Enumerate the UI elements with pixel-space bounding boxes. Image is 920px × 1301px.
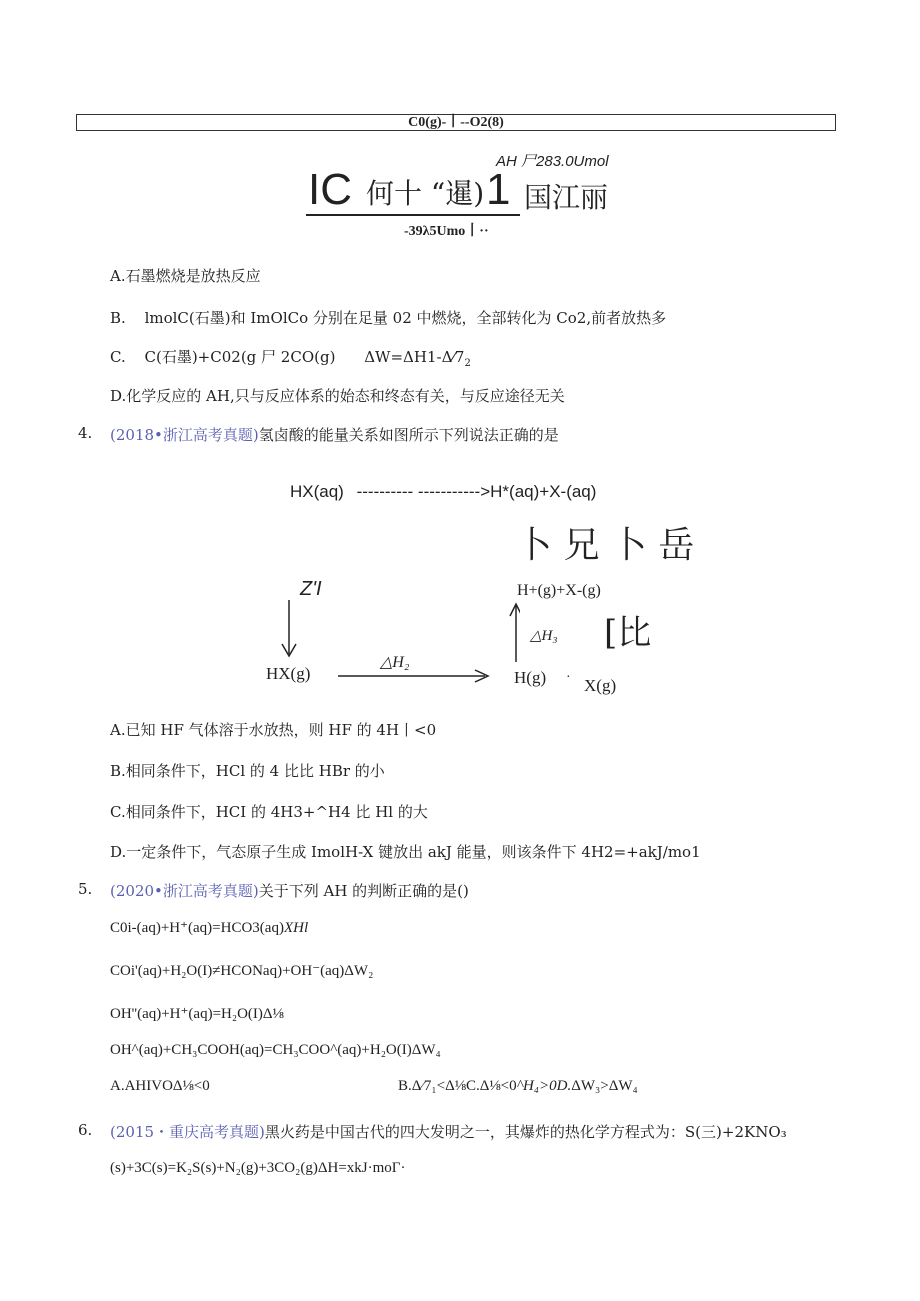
q5-source: (2020•浙江高考真题) — [110, 882, 259, 900]
q5-options-bcd: B.Δ⁄7₁<Δ⅛C.Δ⅛<0^H₄>0D.ΔW₃>ΔW₄ — [398, 1078, 638, 1094]
box-equation-text: C0(g)-丨--O2(8) — [408, 115, 504, 130]
delta-h-label: AH 尸283.0Umol — [496, 153, 609, 170]
q4-option-b: B.相同条件下，HCl 的 4 比比 HBr 的小 — [110, 762, 385, 780]
q3-option-d: D.化学反应的 AH,只与反应体系的始态和终态有关，与反应途径无关 — [110, 387, 565, 405]
q3-option-b: B. lmolC(石墨)和 ImOlCo 分别在足量 02 中燃烧，全部转化为 Co2,前者放热多 — [110, 309, 667, 327]
big-one-text: 1 — [486, 165, 511, 214]
gas-ions-label: H+(g)+X-(g) — [517, 582, 601, 599]
energy-level-line — [306, 165, 520, 216]
q5-eq-4: OH^(aq)+CH₃COOH(aq)=CH₃COO^(aq)+H₂O(I)ΔW₄ — [110, 1042, 441, 1058]
q4-option-c: C.相同条件下，HCI 的 4H3+^H4 比 Hl 的大 — [110, 803, 428, 821]
q4-source: (2018•浙江高考真题) — [110, 426, 259, 444]
big-ic-text: IC — [308, 165, 352, 214]
q5-eq-1: C0i-(aq)+H⁺(aq)=HCO3(aq)XHl — [110, 920, 309, 936]
big-mid-text: 何十 “暹) — [366, 177, 485, 210]
q6-line-2: (s)+3C(s)=K₂S(s)+N₂(g)+3CO₂(g)ΔH=xkJ·moΓ· — [110, 1160, 406, 1176]
energy-baseline — [306, 214, 520, 216]
q5-eq-3: OH''(aq)+H⁺(aq)=H₂O(I)Δ⅛ — [110, 1006, 284, 1022]
q6-stem: 黑火药是中国古代的四大发明之一，其爆炸的热化学方程式为：S(三)+2KNO₃ — [264, 1123, 787, 1141]
q3-option-c: C. C(石墨)+C02(g 尸 2CO(g) $\Delta W=\Delta H1-\Delta⁄7_2$ — [110, 348, 471, 369]
dh3-label: △H₃ — [530, 628, 558, 644]
dh2-label: △H₂ — [380, 654, 410, 671]
q4-stem: 氢卤酸的能量关系如图所示下列说法正确的是 — [258, 426, 559, 444]
q6-source: (2015・重庆高考真题) — [110, 1123, 265, 1141]
q5-number: 5. — [78, 880, 93, 898]
q4-option-a: A.已知 HF 气体溶于水放热，则 HF 的 4H丨<0 — [110, 721, 437, 739]
hx-gas-label: HX(g) — [266, 664, 311, 683]
under-label: -39λ5Umo丨·· — [404, 224, 489, 239]
diagram-top-row: HX(aq) ---------- ----------->H*(aq)+X-(aq) — [290, 482, 597, 501]
q6-stem-line — [110, 1121, 787, 1142]
dot-mark: · — [566, 670, 571, 685]
diagram-arrows — [280, 600, 520, 690]
equation-box — [76, 114, 836, 131]
h-gas-label: H(g) — [514, 668, 547, 687]
q5-stem-line — [110, 880, 469, 901]
dh3-arrow-head — [510, 604, 520, 616]
q3-option-a: A.石墨燃烧是放热反应 — [110, 267, 261, 285]
q5-stem: 关于下列 AH 的判断正确的是() — [258, 882, 469, 900]
q5-option-a: A.AHIVOΔ⅛<0 — [110, 1078, 210, 1094]
q4-option-d: D.一定条件下，气态原子生成 ImolH-X 键放出 akJ 能量，则该条件下 4H2=+akJ∕mo1 — [110, 843, 701, 861]
big-right-text: 国江丽 — [524, 181, 609, 214]
q4-number: 4. — [78, 424, 93, 442]
q4-stem-line — [110, 424, 559, 445]
x-gas-label: X(g) — [584, 676, 617, 695]
z-label: Z'I — [300, 578, 322, 600]
garbled-top-text: 卜 兄 卜 岳 — [516, 525, 695, 566]
garbled-right-text: [比 — [604, 613, 652, 653]
q6-number: 6. — [78, 1121, 93, 1139]
q5-eq-2: COi'(aq)+H₂O(I)≠HCONaq)+OH⁻(aq)ΔW₂ — [110, 963, 374, 979]
